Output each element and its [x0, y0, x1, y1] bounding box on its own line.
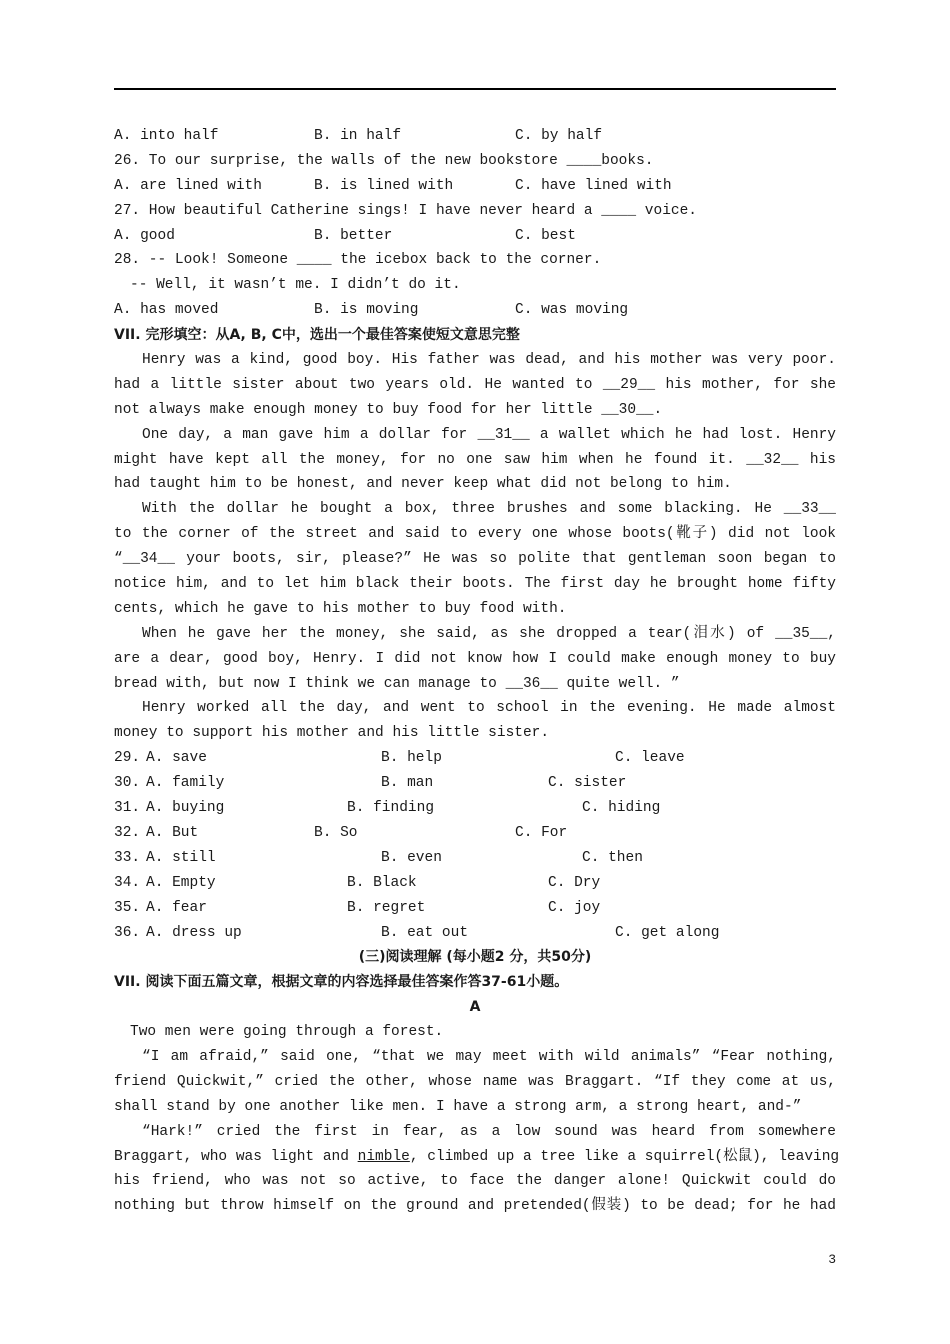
cloze-line: bread with, but now I think we can manage to __36__ quite well. ”	[114, 675, 680, 692]
page-number: 3	[828, 1252, 836, 1267]
cloze-option-row: 32. A. But B. So C. For	[114, 824, 568, 841]
cloze-line: “__34__ your boots, sir, please?” He was so polite that gentleman soon began to	[114, 551, 836, 568]
passage-line: nothing but throw himself on the ground and pretended(假装) to be dead; for he had	[114, 1198, 836, 1215]
cloze-line: not always make enough money to buy food for her little __30__.	[114, 401, 663, 418]
cloze-line: When he gave her the money, she said, as she dropped a tear(泪水) of __35__,	[142, 625, 836, 642]
underlined-word: nimble	[357, 1148, 410, 1165]
q25-options: A. into half B. in half C. by half	[114, 128, 603, 144]
passage-line: shall stand by one another like men. I have a strong arm, a strong heart, and-”	[114, 1098, 802, 1115]
cloze-option-row: 29. A. save B. help C. leave	[114, 750, 685, 767]
cloze-line: had a little sister about two years old. He wanted to __29__ his mother, for she	[114, 376, 836, 393]
cloze-line: are a dear, good boy, Henry. I did not know how I could make enough money to buy	[114, 650, 836, 667]
cloze-option-row: 33. A. still B. even C. then	[114, 849, 643, 866]
q26-options: A. are lined with B. is lined with C. have lined with	[114, 177, 672, 194]
passage-line: “I am afraid,” said one, “that we may meet with wild animals” “Fear nothing,	[142, 1048, 836, 1065]
header-rule	[114, 88, 836, 90]
cloze-line: money to support his mother and his little sister.	[114, 725, 550, 742]
passage-line: friend Quickwit,” cried the other, whose name was Braggart. “If they come at us,	[114, 1073, 836, 1090]
passage-line: “Hark!” cried the first in fear, as a low sound was heard from somewhere	[142, 1123, 836, 1140]
cloze-line: Henry was a kind, good boy. His father was dead, and his mother was very poor.	[142, 352, 836, 369]
cloze-line: One day, a man gave him a dollar for __31__ a wallet which he had lost. Henry	[142, 426, 836, 443]
q26-stem: 26. To our surprise, the walls of the new bookstore ____books.	[114, 152, 654, 169]
cloze-option-row: 34. A. Empty B. Black C. Dry	[114, 874, 601, 891]
cloze-heading: VII. 完形填空：从A, B, C中，选出一个最佳答案使短文意思完整	[114, 327, 520, 344]
reading-section-title: (三)阅读理解 (每小题2 分，共50分)	[358, 949, 592, 966]
q28-options: A. has moved B. is moving C. was moving	[114, 302, 629, 319]
passage-label: A	[469, 999, 481, 1016]
reading-heading: VII. 阅读下面五篇文章，根据文章的内容选择最佳答案作答37-61小题。	[114, 974, 569, 991]
cloze-line: cents, which he gave to his mother to buy food with.	[114, 600, 567, 617]
q28-response: -- Well, it wasn’t me. I didn’t do it.	[130, 277, 461, 294]
cloze-line: might have kept all the money, for no one saw him when he found it. __32__ his	[114, 451, 836, 468]
cloze-line: Henry worked all the day, and went to school in the evening. He made almost	[142, 700, 836, 717]
cloze-line: had taught him to be honest, and never keep what did not belong to him.	[114, 476, 732, 493]
cloze-option-row: 30. A. family B. man C. sister	[114, 775, 627, 792]
document-page	[114, 124, 840, 1219]
passage-line: Braggart, who was light and nimble, climbed up a tree like a squirrel(松鼠), leaving	[114, 1148, 840, 1165]
cloze-line: to the corner of the street and said to every one whose boots(靴子) did not look	[114, 526, 836, 543]
q27-options: A. good B. better C. best	[114, 227, 576, 244]
q28-stem: 28. -- Look! Someone ____ the icebox back to the corner.	[114, 252, 602, 269]
cloze-option-row: 35. A. fear B. regret C. joy	[114, 899, 601, 916]
passage-line: his friend, who was not so active, to face the danger alone! Quickwit could do	[114, 1173, 836, 1190]
cloze-line: With the dollar he bought a box, three brushes and some blacking. He __33__	[142, 501, 836, 518]
cloze-line: notice him, and to let him black their boots. The first day he brought home fifty	[114, 576, 836, 593]
cloze-option-row: 31. A. buying B. finding C. hiding	[114, 800, 661, 817]
passage-line: Two men were going through a forest.	[130, 1024, 444, 1041]
q27-stem: 27. How beautiful Catherine sings! I have never heard a ____ voice.	[114, 202, 697, 219]
cloze-option-row: 36. A. dress up B. eat out C. get along	[114, 924, 720, 941]
